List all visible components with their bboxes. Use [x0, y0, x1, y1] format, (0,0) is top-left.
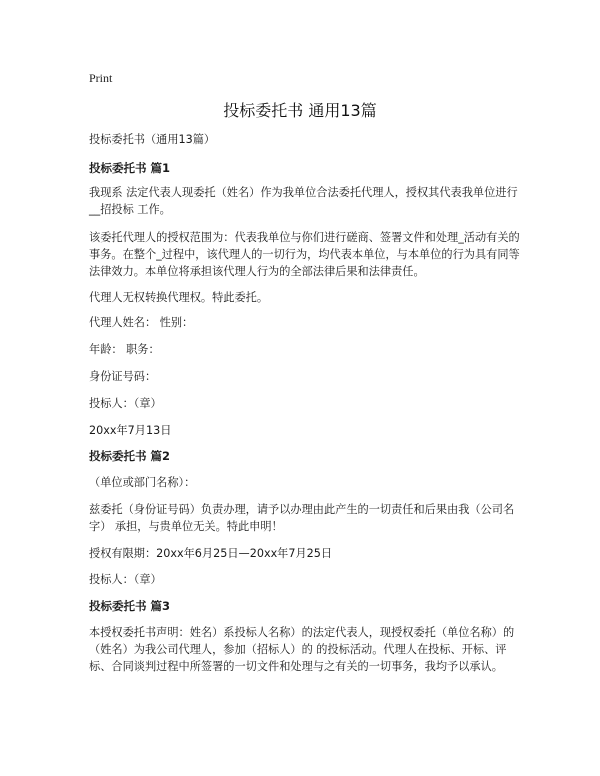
section1-paragraph-3: 代理人无权转换代理权。特此委托。	[89, 291, 269, 304]
bidder-seal-1: 投标人：（章）	[89, 397, 162, 410]
id-number-field: 身份证号码：	[89, 370, 157, 383]
section1-paragraph-2: 该委托代理人的授权范围为：代表我单位与你们进行磋商、签署文件和处理_活动有关的事务。在整个_过程中，该代理人的一切行为，均代表本单位，与本单位的行为具有同等法律效力。本单位将承担该代理人行为的全部法律后果和法律责任。	[89, 231, 520, 278]
section1-heading: 投标委托书 篇1	[89, 161, 171, 175]
unit-name-line: （单位或部门名称）：	[89, 476, 196, 489]
agent-name-field: 代理人姓名： 性别：	[89, 316, 194, 329]
bidder-seal-2: 投标人：（章）	[89, 573, 162, 586]
date-1: 20xx年7月13日	[89, 424, 172, 437]
section3-paragraph-1: 本授权委托书声明：姓名）系投标人名称）的法定代表人，现授权委托（单位名称）的（姓名）为我公司代理人，参加（招标人）的 的投标活动。代理人在投标、开标、评标、合同谈判过程中所签署的一切文件和处理与之有关的一切事务，我均予以承认。	[89, 626, 515, 673]
print-label: Print	[89, 71, 113, 85]
page-title: 投标委托书 通用13篇	[223, 101, 377, 120]
section2-heading: 投标委托书 篇2	[89, 449, 171, 463]
section3-heading: 投标委托书 篇3	[89, 599, 171, 613]
age-position-field: 年龄： 职务：	[89, 343, 160, 356]
section2-paragraph-1: 兹委托（身份证号码）负责办理，请予以办理由此产生的一切责任和后果由我（公司名字） 承担，与贵单位无关。特此申明！	[89, 503, 515, 533]
document-subtitle: 投标委托书（通用13篇）	[89, 133, 216, 146]
validity-period: 授权有限期：20xx年6月25日—20xx年7月25日	[89, 547, 333, 560]
section1-paragraph-1: 我现系 法定代表人现委托（姓名）作为我单位合法委托代理人，授权其代表我单位进行__招投标 工作。	[89, 186, 518, 216]
